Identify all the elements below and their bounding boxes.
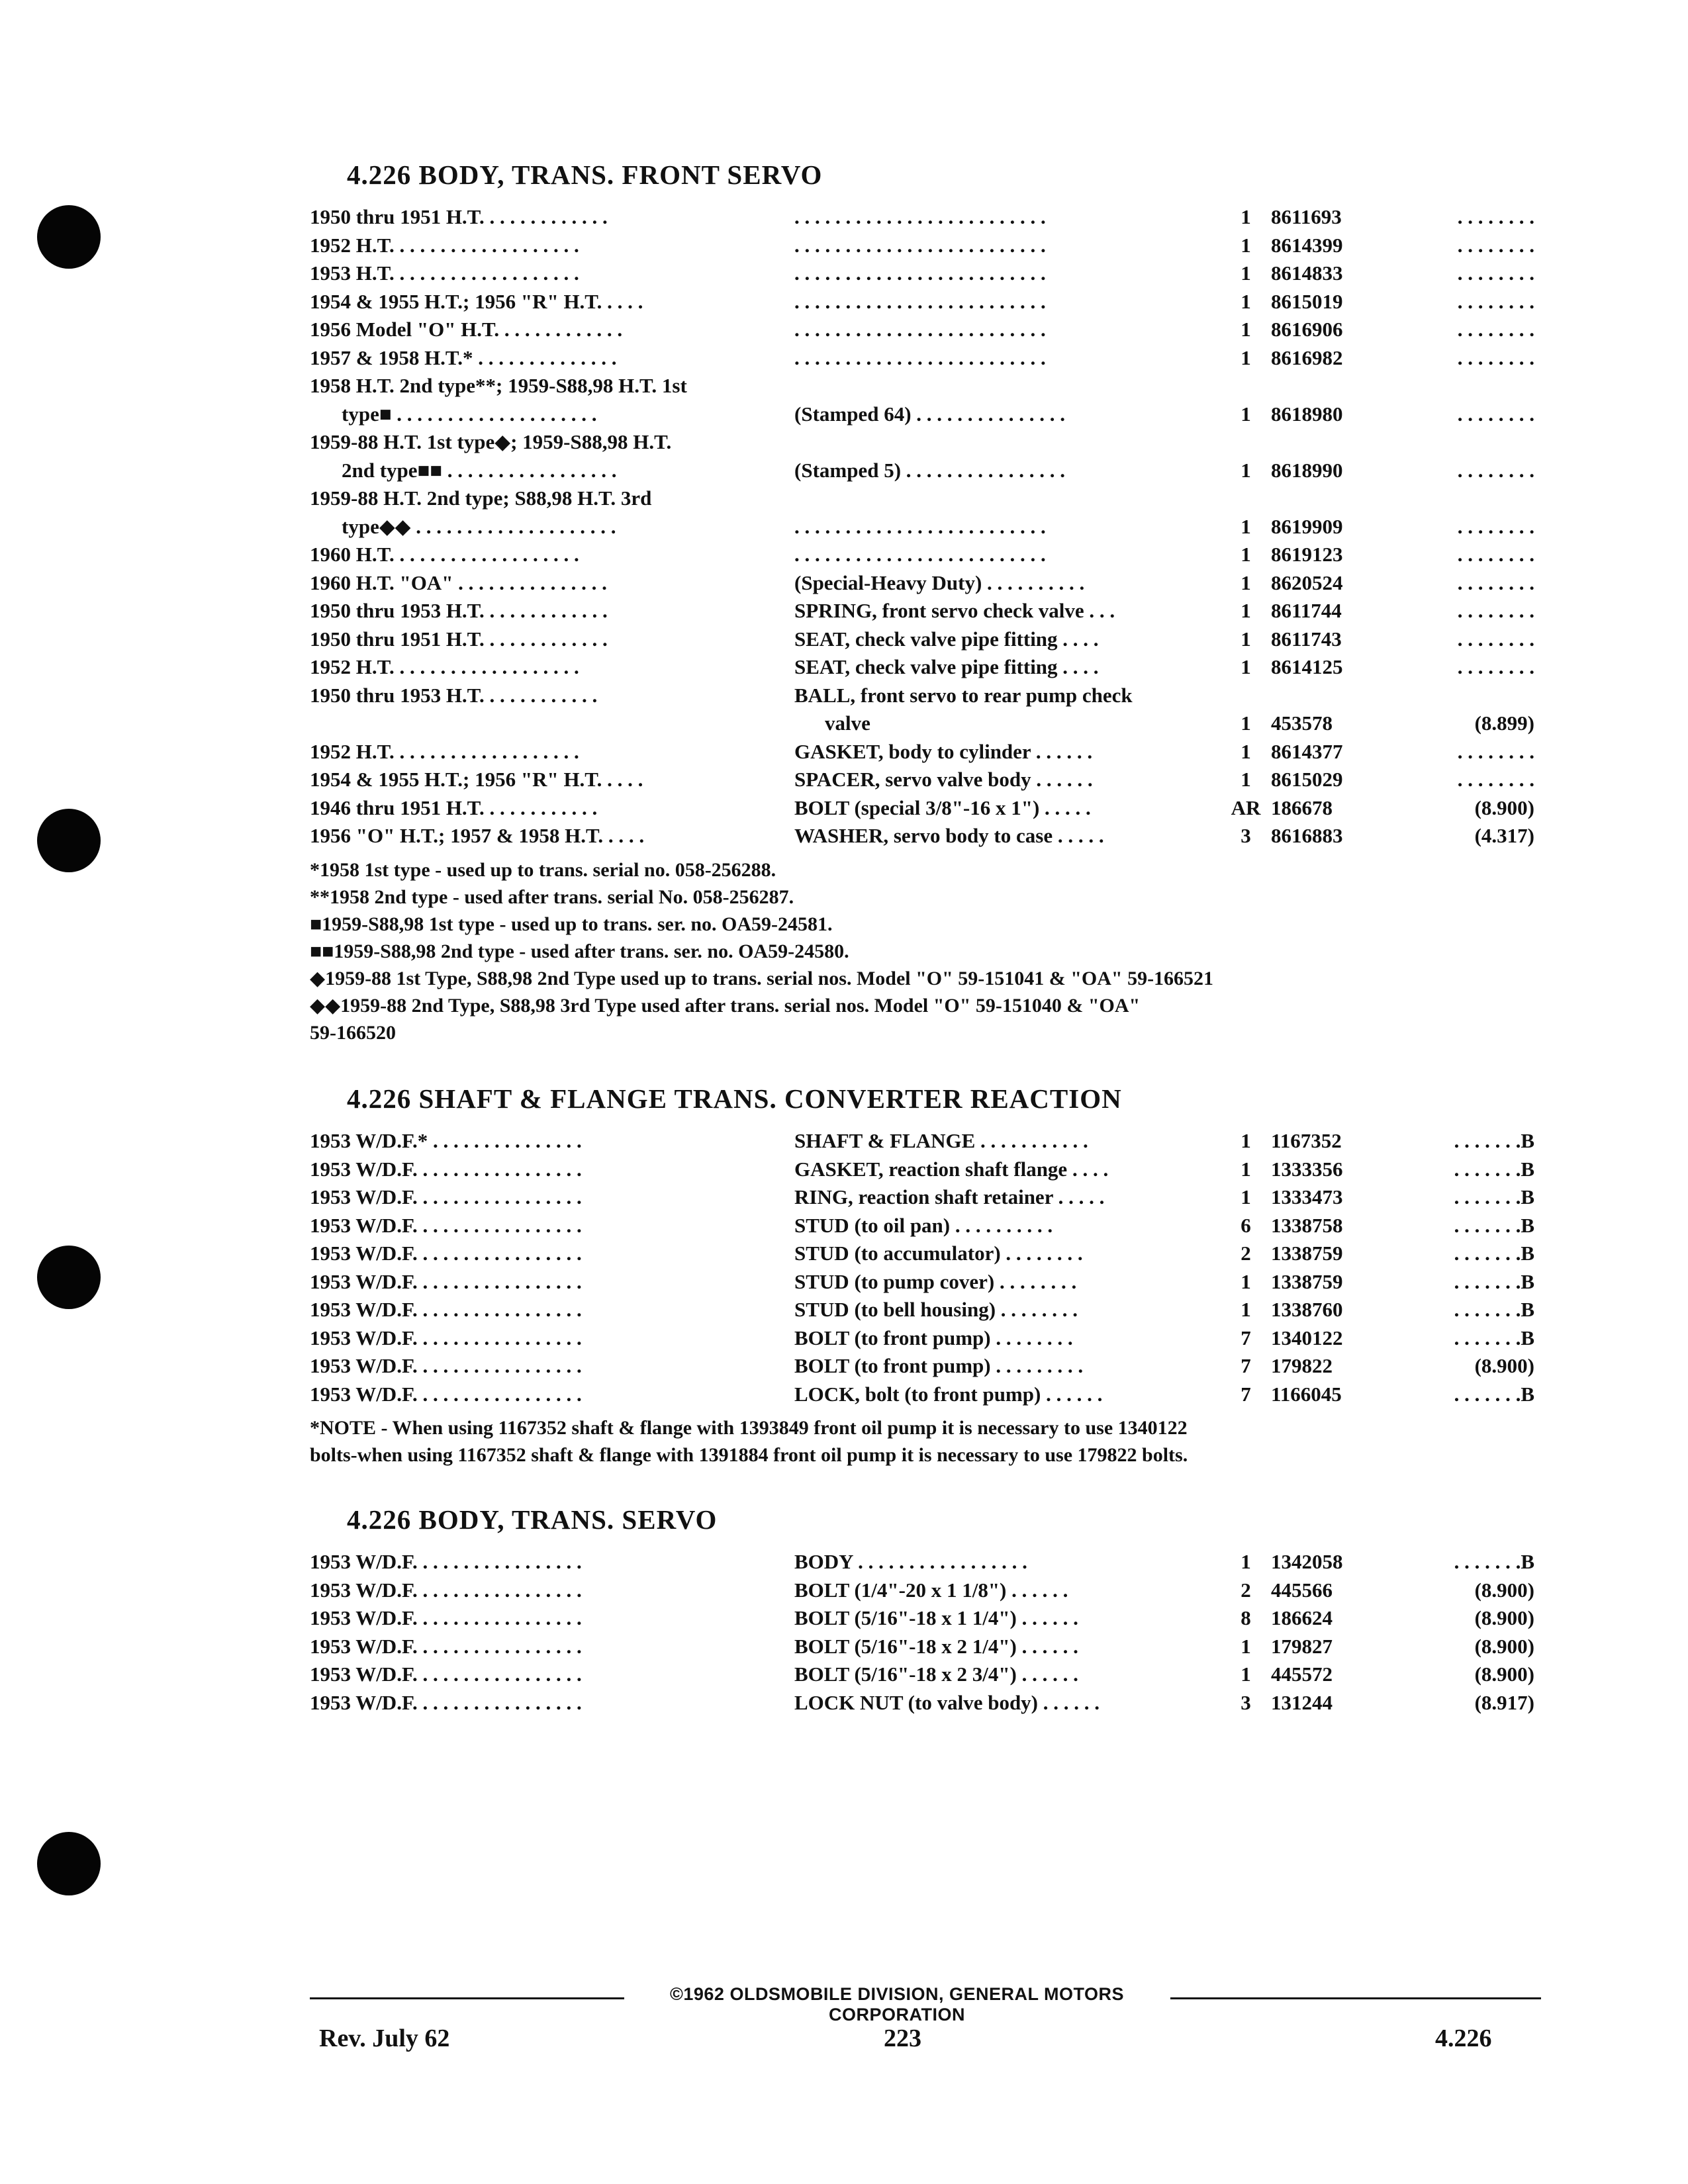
quantity-cell: 7 bbox=[1241, 1326, 1251, 1349]
part-number: 1340122 bbox=[1271, 1326, 1343, 1349]
group-reference: . . . . . . . . bbox=[1457, 543, 1534, 566]
footnote: ■■1959-S88,98 2nd type - used after trans. ser. no. OA59-24580. bbox=[310, 940, 849, 962]
quantity-cell: 1 bbox=[1241, 1550, 1251, 1573]
description-cell: BOLT (to front pump) . . . . . . . . bbox=[794, 1326, 1073, 1349]
group-reference: . . . . . . .B bbox=[1454, 1213, 1534, 1237]
quantity-cell: 1 bbox=[1241, 261, 1251, 285]
part-number: 186678 bbox=[1271, 796, 1333, 819]
part-number: 8611743 bbox=[1271, 627, 1342, 651]
part-number: 8614399 bbox=[1271, 233, 1343, 257]
quantity-cell: 1 bbox=[1241, 739, 1251, 763]
description-cell: SPRING, front servo check valve . . . bbox=[794, 599, 1115, 622]
part-number: 1333356 bbox=[1271, 1157, 1343, 1181]
table-row bbox=[310, 318, 1534, 346]
application-cell: 1960 H.T. "OA" . . . . . . . . . . . . . . . bbox=[310, 570, 607, 594]
quantity-cell: 1 bbox=[1241, 458, 1251, 482]
part-number: 179822 bbox=[1271, 1354, 1333, 1377]
part-number-cell bbox=[1271, 1606, 1534, 1630]
table-row bbox=[310, 1214, 1534, 1242]
quantity-cell: 1 bbox=[1241, 599, 1251, 622]
binder-hole bbox=[37, 809, 101, 872]
quantity-cell: 1 bbox=[1241, 233, 1251, 257]
application-cell: 1956 "O" H.T.; 1957 & 1958 H.T. . . . . bbox=[310, 824, 645, 847]
application-cell: 1953 W/D.F. . . . . . . . . . . . . . . . . bbox=[310, 1298, 582, 1321]
table-row bbox=[310, 1158, 1534, 1186]
part-number: 1342058 bbox=[1271, 1550, 1343, 1573]
part-number-cell bbox=[1271, 515, 1534, 539]
table-row bbox=[310, 571, 1534, 600]
group-reference: . . . . . . .B bbox=[1454, 1550, 1534, 1573]
quantity-cell: 3 bbox=[1241, 824, 1251, 847]
part-number-cell bbox=[1271, 1662, 1534, 1686]
part-number-cell bbox=[1271, 655, 1534, 679]
group-reference: . . . . . . . . bbox=[1457, 739, 1534, 763]
part-number: 8619909 bbox=[1271, 514, 1343, 538]
group-reference: . . . . . . . . bbox=[1457, 402, 1534, 426]
group-reference: (8.900) bbox=[1474, 1578, 1534, 1602]
application-cell: 1950 thru 1951 H.T. . . . . . . . . . . . . bbox=[310, 627, 608, 651]
table-row bbox=[310, 768, 1534, 796]
part-number-cell bbox=[1271, 1578, 1534, 1602]
quantity-cell: 1 bbox=[1241, 1662, 1251, 1686]
part-number: 1338760 bbox=[1271, 1298, 1343, 1321]
parts-section bbox=[310, 1504, 1534, 1719]
description-cell: BOLT (1/4"-20 x 1 1/8") . . . . . . bbox=[794, 1578, 1068, 1602]
section-title: 4.226 SHAFT & FLANGE TRANS. CONVERTER REACTION bbox=[347, 1083, 1122, 1114]
table-row bbox=[310, 1242, 1534, 1270]
part-number: 8614833 bbox=[1271, 261, 1343, 285]
part-number: 8618980 bbox=[1271, 402, 1343, 426]
group-reference: . . . . . . .B bbox=[1454, 1326, 1534, 1349]
description-cell: GASKET, reaction shaft flange . . . . bbox=[794, 1157, 1109, 1181]
application-cell: 1953 W/D.F. . . . . . . . . . . . . . . . . bbox=[310, 1213, 582, 1237]
group-reference: . . . . . . .B bbox=[1454, 1185, 1534, 1208]
quantity-cell: 2 bbox=[1241, 1578, 1251, 1602]
quantity-cell: 1 bbox=[1241, 627, 1251, 651]
footnote: ◆◆1959-88 2nd Type, S88,98 3rd Type used after trans. serial nos. Model "O" 59-151040 & "OA" bbox=[310, 994, 1141, 1017]
copyright-notice: ©1962 OLDSMOBILE DIVISION, GENERAL MOTORS CORPORATION bbox=[669, 1984, 1124, 2025]
quantity-cell: 1 bbox=[1241, 318, 1251, 341]
page-number: 223 bbox=[884, 2025, 921, 2052]
part-number-cell bbox=[1271, 346, 1534, 370]
part-number: 445566 bbox=[1271, 1578, 1333, 1602]
application-cell: 1952 H.T. . . . . . . . . . . . . . . . . . . bbox=[310, 739, 579, 763]
description-cell: SEAT, check valve pipe fitting . . . . bbox=[794, 627, 1099, 651]
part-number: 8616982 bbox=[1271, 345, 1343, 369]
table-row bbox=[310, 543, 1534, 571]
part-number: 8611744 bbox=[1271, 599, 1342, 622]
description-cell: SPACER, servo valve body . . . . . . bbox=[794, 768, 1093, 791]
application-cell: type■ . . . . . . . . . . . . . . . . . . . . bbox=[342, 402, 597, 426]
description-cell: . . . . . . . . . . . . . . . . . . . . . . . . . bbox=[794, 345, 1046, 369]
application-cell: 1952 H.T. . . . . . . . . . . . . . . . . . . bbox=[310, 655, 579, 678]
table-row bbox=[310, 1691, 1534, 1719]
table-row bbox=[310, 824, 1534, 852]
table-row bbox=[310, 627, 1534, 656]
part-number-cell bbox=[1271, 1242, 1534, 1265]
description-cell: (Stamped 5) . . . . . . . . . . . . . . . . bbox=[794, 458, 1066, 482]
application-cell: 1950 thru 1953 H.T. . . . . . . . . . . . bbox=[310, 683, 598, 707]
table-row bbox=[310, 1635, 1534, 1663]
application-cell: 1953 W/D.F. . . . . . . . . . . . . . . . . bbox=[310, 1185, 582, 1208]
footer-rule-right bbox=[1170, 1997, 1541, 1999]
part-number: 8614125 bbox=[1271, 655, 1343, 678]
section-number: 4.226 bbox=[1435, 2025, 1492, 2052]
description-cell: STUD (to accumulator) . . . . . . . . bbox=[794, 1242, 1083, 1265]
quantity-cell: 1 bbox=[1241, 345, 1251, 369]
description-cell: . . . . . . . . . . . . . . . . . . . . . . . . . bbox=[794, 205, 1046, 228]
quantity-cell: 6 bbox=[1241, 1213, 1251, 1237]
part-number-cell bbox=[1271, 768, 1534, 792]
footnote: *NOTE - When using 1167352 shaft & flange with 1393849 front oil pump it is necessary to use 1340122 bbox=[310, 1417, 1188, 1439]
application-cell: 1953 W/D.F. . . . . . . . . . . . . . . . . bbox=[310, 1662, 582, 1686]
part-number-cell bbox=[1271, 1214, 1534, 1238]
table-row bbox=[310, 1550, 1534, 1578]
table-row bbox=[310, 796, 1534, 825]
quantity-cell: 1 bbox=[1241, 543, 1251, 566]
table-row bbox=[310, 740, 1534, 768]
application-cell: 1959-88 H.T. 2nd type; S88,98 H.T. 3rd bbox=[310, 486, 652, 510]
quantity-cell: 1 bbox=[1241, 1269, 1251, 1293]
part-number-cell bbox=[1271, 1550, 1534, 1574]
description-cell: GASKET, body to cylinder . . . . . . bbox=[794, 739, 1093, 763]
group-reference: . . . . . . .B bbox=[1454, 1129, 1534, 1152]
part-number-cell bbox=[1271, 571, 1534, 595]
quantity-cell: 1 bbox=[1241, 711, 1251, 735]
table-row bbox=[310, 1298, 1534, 1326]
part-number: 1167352 bbox=[1271, 1129, 1342, 1152]
quantity-cell: 3 bbox=[1241, 1690, 1251, 1714]
application-cell: 1956 Model "O" H.T. . . . . . . . . . . . . bbox=[310, 318, 623, 341]
group-reference: (8.900) bbox=[1474, 1606, 1534, 1629]
group-reference: . . . . . . .B bbox=[1454, 1298, 1534, 1321]
parts-section bbox=[310, 159, 1534, 1046]
application-cell: 2nd type■■ . . . . . . . . . . . . . . . . . bbox=[342, 458, 617, 482]
quantity-cell: AR bbox=[1231, 796, 1261, 819]
group-reference: . . . . . . .B bbox=[1454, 1157, 1534, 1181]
application-cell: 1953 W/D.F.* . . . . . . . . . . . . . . . bbox=[310, 1129, 582, 1152]
description-cell: STUD (to bell housing) . . . . . . . . bbox=[794, 1298, 1078, 1321]
description-cell: BODY . . . . . . . . . . . . . . . . . bbox=[794, 1550, 1027, 1573]
group-reference: . . . . . . . . bbox=[1457, 599, 1534, 622]
application-cell: 1954 & 1955 H.T.; 1956 "R" H.T. . . . . bbox=[310, 289, 643, 313]
part-number-cell bbox=[1271, 796, 1534, 820]
table-row bbox=[310, 1129, 1534, 1158]
part-number-cell bbox=[1271, 205, 1534, 229]
part-number-cell bbox=[1271, 234, 1534, 257]
table-row bbox=[310, 261, 1534, 290]
part-number: 186624 bbox=[1271, 1606, 1333, 1629]
description-cell: RING, reaction shaft retainer . . . . . bbox=[794, 1185, 1105, 1208]
quantity-cell: 1 bbox=[1241, 570, 1251, 594]
table-row bbox=[310, 1383, 1534, 1411]
revision-date: Rev. July 62 bbox=[319, 2025, 450, 2052]
part-number: 8614377 bbox=[1271, 739, 1343, 763]
footnote: bolts-when using 1167352 shaft & flange with 1391884 front oil pump it is necessary to use 179822 bolts. bbox=[310, 1444, 1188, 1466]
binder-hole bbox=[37, 205, 101, 269]
description-cell: STUD (to pump cover) . . . . . . . . bbox=[794, 1269, 1077, 1293]
group-reference: . . . . . . . . bbox=[1457, 570, 1534, 594]
table-row bbox=[310, 655, 1534, 684]
table-row bbox=[310, 486, 1534, 543]
description-cell: BOLT (5/16"-18 x 2 3/4") . . . . . . bbox=[794, 1662, 1078, 1686]
part-number-cell bbox=[1271, 290, 1534, 314]
group-reference: . . . . . . .B bbox=[1454, 1382, 1534, 1406]
application-cell: 1953 W/D.F. . . . . . . . . . . . . . . . . bbox=[310, 1578, 582, 1602]
binder-hole bbox=[37, 1246, 101, 1309]
table-row bbox=[310, 205, 1534, 234]
group-reference: . . . . . . . . bbox=[1457, 655, 1534, 678]
quantity-cell: 1 bbox=[1241, 289, 1251, 313]
part-number-cell bbox=[1271, 711, 1534, 735]
description-cell: . . . . . . . . . . . . . . . . . . . . . . . . . bbox=[794, 318, 1046, 341]
description-cell: . . . . . . . . . . . . . . . . . . . . . . . . . bbox=[794, 233, 1046, 257]
group-reference: (8.900) bbox=[1474, 1662, 1534, 1686]
table-row bbox=[310, 1270, 1534, 1298]
group-reference: (8.900) bbox=[1474, 796, 1534, 819]
part-number-cell bbox=[1271, 824, 1534, 848]
group-reference: . . . . . . .B bbox=[1454, 1242, 1534, 1265]
part-number-cell bbox=[1271, 1270, 1534, 1294]
part-number-cell bbox=[1271, 261, 1534, 285]
description-cell: SEAT, check valve pipe fitting . . . . bbox=[794, 655, 1099, 678]
part-number: 1338758 bbox=[1271, 1213, 1343, 1237]
table-row bbox=[310, 290, 1534, 318]
quantity-cell: 8 bbox=[1241, 1606, 1251, 1629]
footnote: 59-166520 bbox=[310, 1021, 396, 1044]
part-number-cell bbox=[1271, 627, 1534, 651]
group-reference: . . . . . . .B bbox=[1454, 1269, 1534, 1293]
quantity-cell: 1 bbox=[1241, 205, 1251, 228]
quantity-cell: 1 bbox=[1241, 402, 1251, 426]
part-number: 8616883 bbox=[1271, 824, 1343, 847]
description-cell: BOLT (5/16"-18 x 1 1/4") . . . . . . bbox=[794, 1606, 1078, 1629]
description-cell: BOLT (special 3/8"-16 x 1") . . . . . bbox=[794, 796, 1091, 819]
table-row bbox=[310, 1578, 1534, 1607]
part-number: 8615019 bbox=[1271, 289, 1343, 313]
part-number: 453578 bbox=[1271, 711, 1333, 735]
group-reference: . . . . . . . . bbox=[1457, 318, 1534, 341]
part-number: 8615029 bbox=[1271, 768, 1343, 791]
footer-rule-left bbox=[310, 1997, 624, 1999]
application-cell: 1950 thru 1951 H.T. . . . . . . . . . . . . bbox=[310, 205, 608, 228]
group-reference: . . . . . . . . bbox=[1457, 205, 1534, 228]
application-cell: 1954 & 1955 H.T.; 1956 "R" H.T. . . . . bbox=[310, 768, 643, 791]
application-cell: 1953 H.T. . . . . . . . . . . . . . . . . . . bbox=[310, 261, 579, 285]
group-reference: . . . . . . . . bbox=[1457, 345, 1534, 369]
part-number-cell bbox=[1271, 1383, 1534, 1406]
quantity-cell: 1 bbox=[1241, 1129, 1251, 1152]
part-number-cell bbox=[1271, 1185, 1534, 1209]
footnote: *1958 1st type - used up to trans. serial no. 058-256288. bbox=[310, 858, 776, 881]
description-cell: SHAFT & FLANGE . . . . . . . . . . . bbox=[794, 1129, 1088, 1152]
part-number-cell bbox=[1271, 1326, 1534, 1350]
description-cell: BOLT (5/16"-18 x 2 1/4") . . . . . . bbox=[794, 1634, 1078, 1658]
group-reference: . . . . . . . . bbox=[1457, 233, 1534, 257]
table-row bbox=[310, 1606, 1534, 1635]
application-cell: 1953 W/D.F. . . . . . . . . . . . . . . . . bbox=[310, 1606, 582, 1629]
table-row bbox=[310, 1185, 1534, 1214]
application-cell: 1953 W/D.F. . . . . . . . . . . . . . . . . bbox=[310, 1634, 582, 1658]
quantity-cell: 1 bbox=[1241, 1298, 1251, 1321]
part-number: 1333473 bbox=[1271, 1185, 1343, 1208]
application-cell: 1953 W/D.F. . . . . . . . . . . . . . . . . bbox=[310, 1550, 582, 1573]
quantity-cell: 1 bbox=[1241, 1634, 1251, 1658]
group-reference: . . . . . . . . bbox=[1457, 627, 1534, 651]
part-number: 8620524 bbox=[1271, 570, 1343, 594]
part-number-cell bbox=[1271, 402, 1534, 426]
application-cell: 1946 thru 1951 H.T. . . . . . . . . . . . bbox=[310, 796, 598, 819]
application-cell: 1960 H.T. . . . . . . . . . . . . . . . . . . bbox=[310, 543, 579, 566]
part-number: 1338759 bbox=[1271, 1269, 1343, 1293]
footnotes bbox=[310, 1414, 1534, 1469]
part-number: 8616906 bbox=[1271, 318, 1343, 341]
quantity-cell: 1 bbox=[1241, 1157, 1251, 1181]
part-number: 1338759 bbox=[1271, 1242, 1343, 1265]
footnote: **1958 2nd type - used after trans. serial No. 058-256287. bbox=[310, 886, 794, 908]
part-number-cell bbox=[1271, 1691, 1534, 1715]
description-cell: (Stamped 64) . . . . . . . . . . . . . . . bbox=[794, 402, 1066, 426]
part-number-cell bbox=[1271, 318, 1534, 341]
part-number: 445572 bbox=[1271, 1662, 1333, 1686]
binder-hole bbox=[37, 1832, 101, 1895]
table-row bbox=[310, 234, 1534, 262]
group-reference: (8.900) bbox=[1474, 1354, 1534, 1377]
part-number: 8618990 bbox=[1271, 458, 1343, 482]
description-cell: . . . . . . . . . . . . . . . . . . . . . . . . . bbox=[794, 289, 1046, 313]
application-cell: 1953 W/D.F. . . . . . . . . . . . . . . . . bbox=[310, 1242, 582, 1265]
table-row bbox=[310, 374, 1534, 430]
application-cell: 1953 W/D.F. . . . . . . . . . . . . . . . . bbox=[310, 1382, 582, 1406]
application-cell: 1953 W/D.F. . . . . . . . . . . . . . . . . bbox=[310, 1326, 582, 1349]
application-cell: 1952 H.T. . . . . . . . . . . . . . . . . . . bbox=[310, 233, 579, 257]
section-title: 4.226 BODY, TRANS. FRONT SERVO bbox=[347, 159, 823, 190]
table-row bbox=[310, 684, 1534, 740]
quantity-cell: 7 bbox=[1241, 1354, 1251, 1377]
part-number-cell bbox=[1271, 1158, 1534, 1181]
part-number: 131244 bbox=[1271, 1690, 1333, 1714]
part-number: 8611693 bbox=[1271, 205, 1342, 228]
group-reference: . . . . . . . . bbox=[1457, 768, 1534, 791]
part-number-cell bbox=[1271, 1298, 1534, 1322]
table-row bbox=[310, 1354, 1534, 1383]
table-row bbox=[310, 599, 1534, 627]
application-cell: 1953 W/D.F. . . . . . . . . . . . . . . . . bbox=[310, 1269, 582, 1293]
application-cell: 1953 W/D.F. . . . . . . . . . . . . . . . . bbox=[310, 1354, 582, 1377]
parts-section bbox=[310, 1083, 1534, 1469]
table-row bbox=[310, 346, 1534, 375]
quantity-cell: 1 bbox=[1241, 514, 1251, 538]
part-number-cell bbox=[1271, 543, 1534, 567]
application-cell: 1958 H.T. 2nd type**; 1959-S88,98 H.T. 1st bbox=[310, 374, 687, 397]
part-number-cell bbox=[1271, 459, 1534, 482]
part-number: 1166045 bbox=[1271, 1382, 1342, 1406]
table-row bbox=[310, 1326, 1534, 1355]
group-reference: . . . . . . . . bbox=[1457, 261, 1534, 285]
description-cell: BALL, front servo to rear pump check bbox=[794, 683, 1133, 707]
group-reference: . . . . . . . . bbox=[1457, 289, 1534, 313]
section-title: 4.226 BODY, TRANS. SERVO bbox=[347, 1504, 718, 1535]
part-number: 8619123 bbox=[1271, 543, 1343, 566]
group-reference: (8.900) bbox=[1474, 1634, 1534, 1658]
application-cell: type◆◆ . . . . . . . . . . . . . . . . . . . . bbox=[342, 514, 616, 538]
table-row bbox=[310, 1662, 1534, 1691]
part-number-cell bbox=[1271, 1354, 1534, 1378]
application-cell: 1953 W/D.F. . . . . . . . . . . . . . . . . bbox=[310, 1157, 582, 1181]
description-cell: . . . . . . . . . . . . . . . . . . . . . . . . . bbox=[794, 261, 1046, 285]
group-reference: (8.899) bbox=[1474, 711, 1534, 735]
description-cell: LOCK NUT (to valve body) . . . . . . bbox=[794, 1690, 1100, 1714]
group-reference: . . . . . . . . bbox=[1457, 514, 1534, 538]
group-reference: (4.317) bbox=[1474, 824, 1534, 847]
description-cell: WASHER, servo body to case . . . . . bbox=[794, 824, 1104, 847]
quantity-cell: 1 bbox=[1241, 655, 1251, 678]
application-cell: 1957 & 1958 H.T.* . . . . . . . . . . . . . . bbox=[310, 345, 617, 369]
part-number-cell bbox=[1271, 1129, 1534, 1153]
table-row bbox=[310, 430, 1534, 486]
part-number-cell bbox=[1271, 740, 1534, 764]
part-number: 179827 bbox=[1271, 1634, 1333, 1658]
description-cell: STUD (to oil pan) . . . . . . . . . . bbox=[794, 1213, 1053, 1237]
application-cell: 1953 W/D.F. . . . . . . . . . . . . . . . . bbox=[310, 1690, 582, 1714]
description-cell: (Special-Heavy Duty) . . . . . . . . . . bbox=[794, 570, 1085, 594]
footnotes bbox=[310, 856, 1534, 1046]
part-number-cell bbox=[1271, 599, 1534, 623]
group-reference: . . . . . . . . bbox=[1457, 458, 1534, 482]
part-number-cell bbox=[1271, 1635, 1534, 1659]
quantity-cell: 1 bbox=[1241, 768, 1251, 791]
group-reference: (8.917) bbox=[1474, 1690, 1534, 1714]
application-cell: 1959-88 H.T. 1st type◆; 1959-S88,98 H.T. bbox=[310, 430, 672, 453]
description-cell: LOCK, bolt (to front pump) . . . . . . bbox=[794, 1382, 1103, 1406]
footnote: ◆1959-88 1st Type, S88,98 2nd Type used up to trans. serial nos. Model "O" 59-151041 & "OA" 59-166521 bbox=[310, 967, 1214, 989]
footnote: ■1959-S88,98 1st type - used up to trans. ser. no. OA59-24581. bbox=[310, 913, 833, 935]
quantity-cell: 7 bbox=[1241, 1382, 1251, 1406]
description-cell: . . . . . . . . . . . . . . . . . . . . . . . . . bbox=[794, 543, 1046, 566]
description-cell: valve bbox=[825, 711, 870, 735]
quantity-cell: 2 bbox=[1241, 1242, 1251, 1265]
application-cell: 1950 thru 1953 H.T. . . . . . . . . . . . . bbox=[310, 599, 608, 622]
quantity-cell: 1 bbox=[1241, 1185, 1251, 1208]
description-cell: BOLT (to front pump) . . . . . . . . . bbox=[794, 1354, 1084, 1377]
description-cell: . . . . . . . . . . . . . . . . . . . . . . . . . bbox=[794, 514, 1046, 538]
